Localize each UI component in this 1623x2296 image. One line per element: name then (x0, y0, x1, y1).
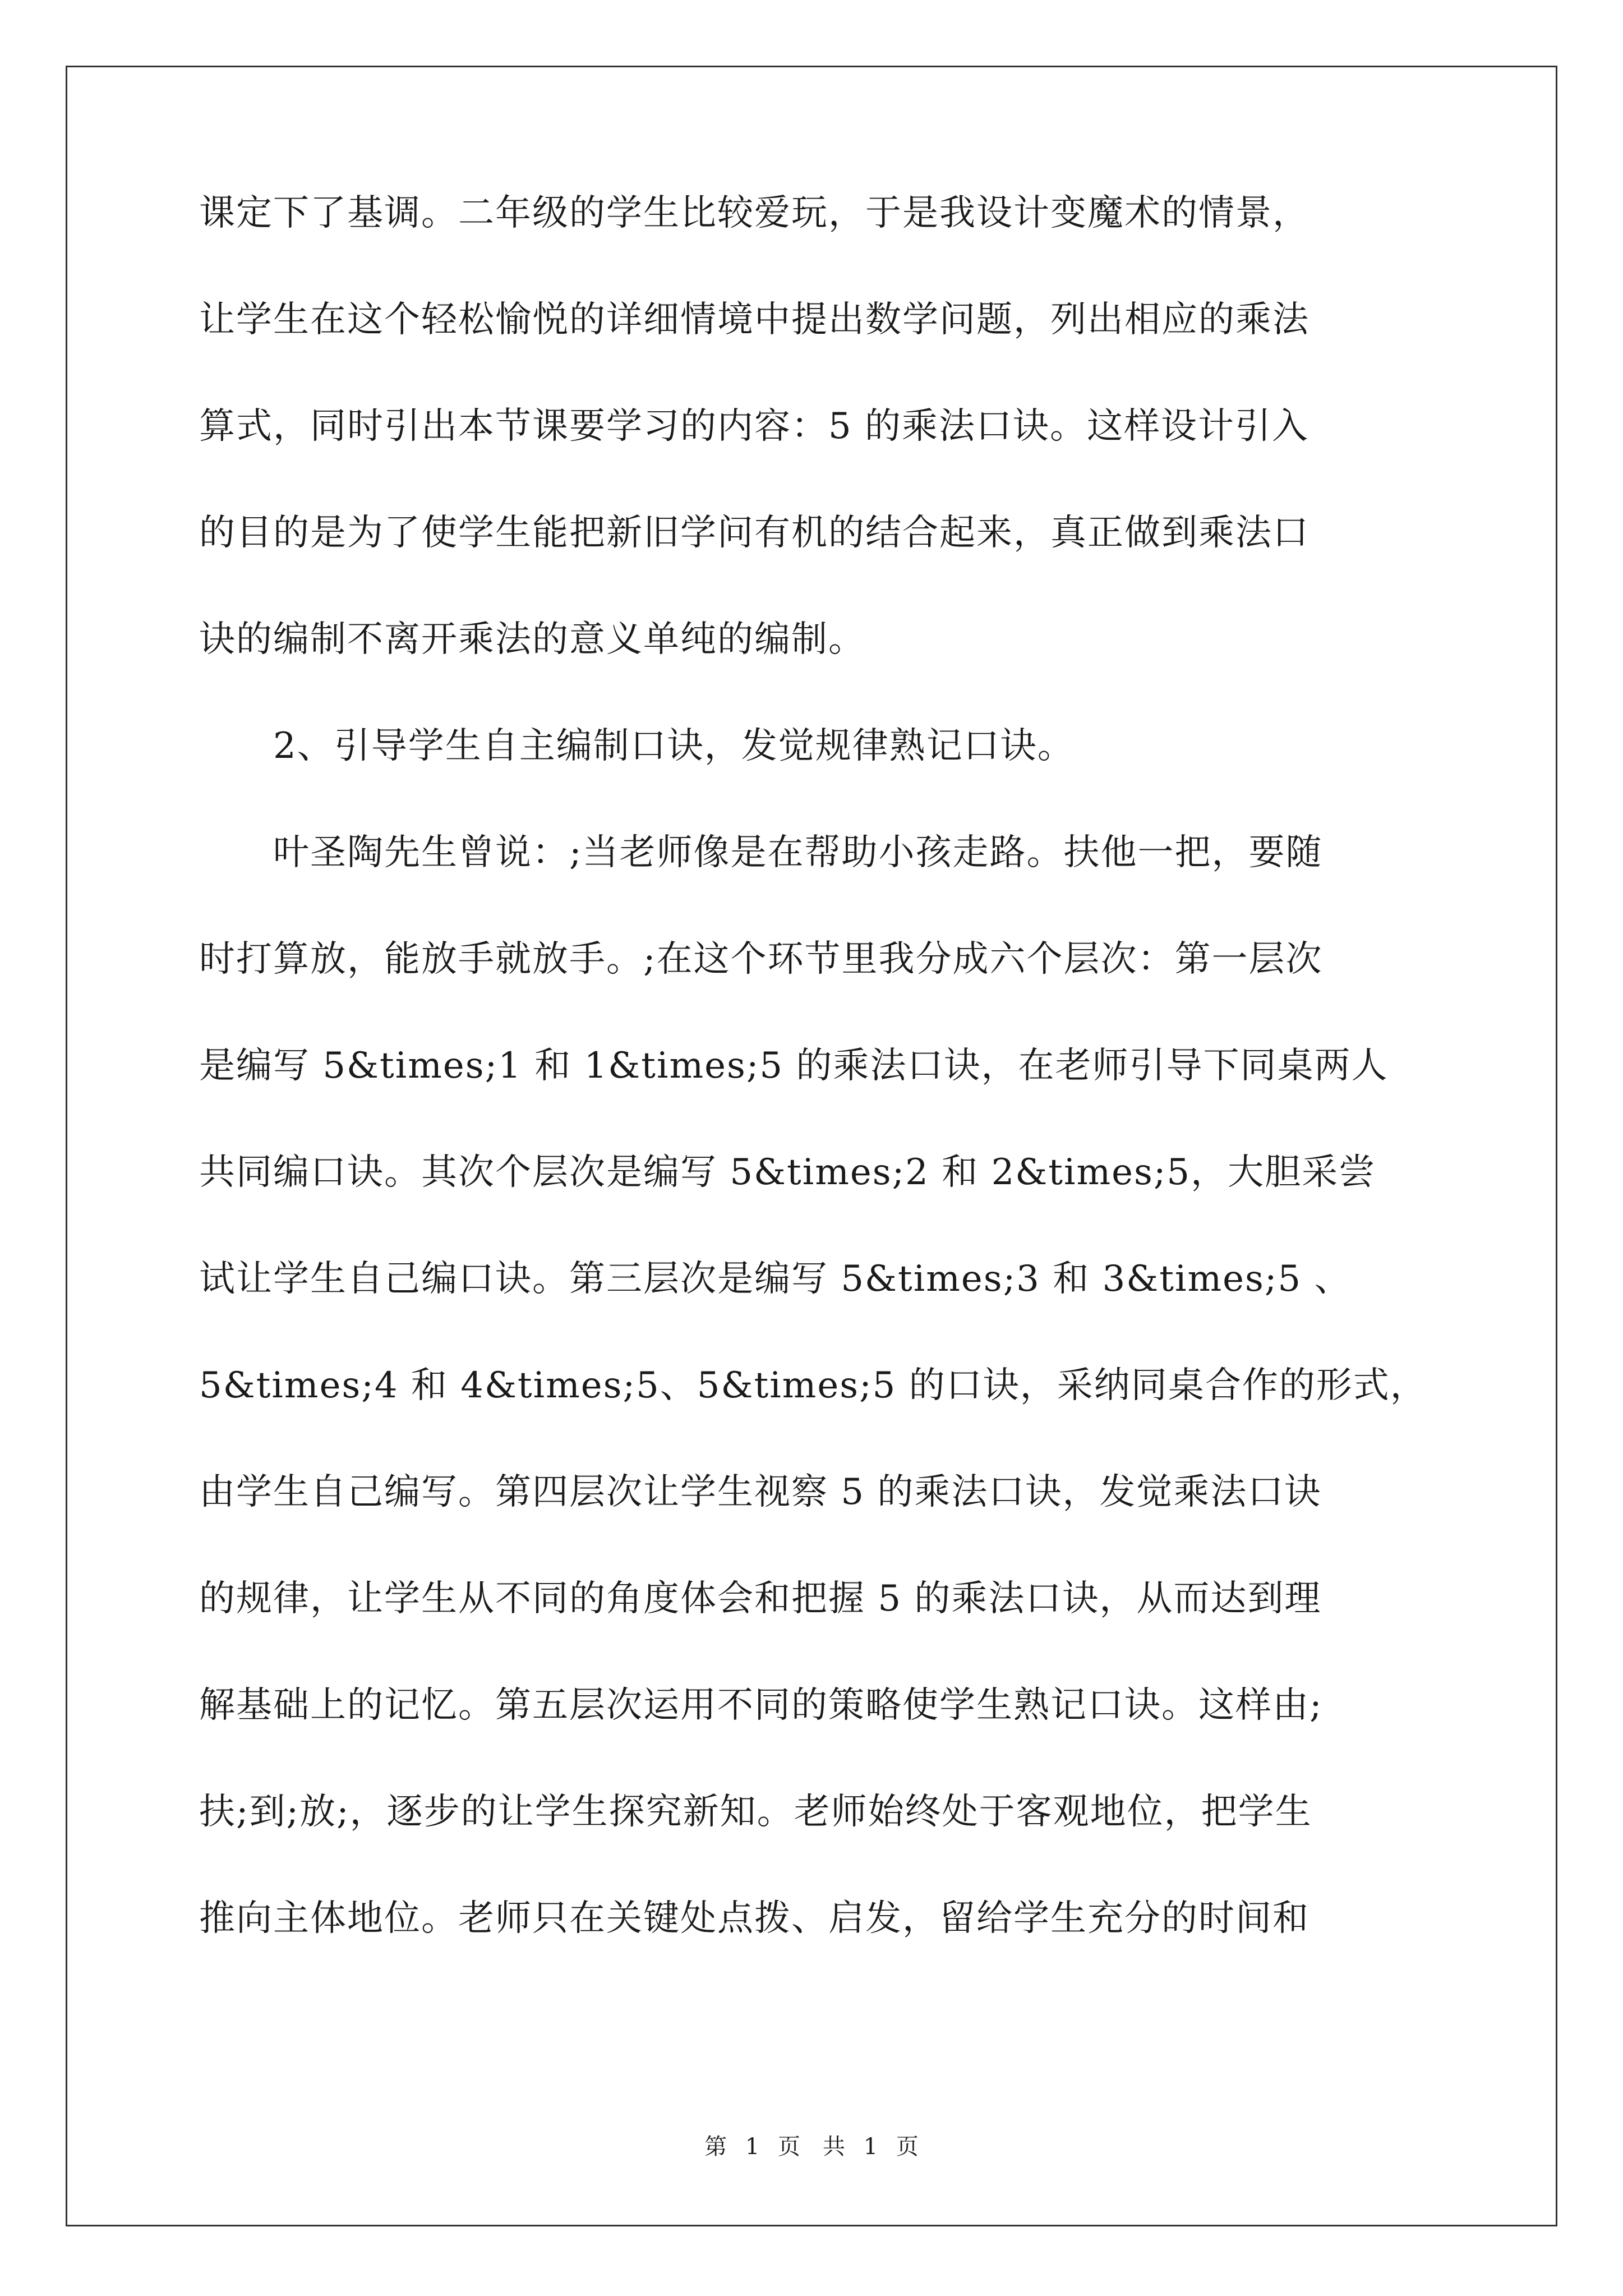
text-line: 时打算放，能放手就放手。;在这个环节里我分成六个层次：第一层次 (199, 938, 1323, 980)
text-line: 扶;到;放;，逐步的让学生探究新知。老师始终处于客观地位，把学生 (199, 1791, 1312, 1833)
text-line: 是编写 5&times;1 和 1&times;5 的乘法口诀，在老师引导下同桌两人 (199, 1045, 1389, 1087)
text-line: 5&times;4 和 4&times;5、5&times;5 的口诀，采纳同桌合作的形式， (199, 1365, 1427, 1406)
text-line: 试让学生自己编口诀。第三层次是编写 5&times;3 和 3&times;5 、 (199, 1258, 1352, 1300)
text-line: 算式，同时引出本节课要学习的内容：5 的乘法口诀。这样设计引入 (199, 406, 1310, 447)
text-line: 课定下了基调。二年级的学生比较爱玩，于是我设计变魔术的情景， (199, 192, 1310, 234)
page-number-footer: 第 1 页 共 1 页 (704, 2134, 919, 2160)
text-line: 推向主体地位。老师只在关键处点拨、启发，留给学生充分的时间和 (199, 1898, 1310, 1939)
text-line: 的规律，让学生从不同的角度体会和把握 5 的乘法口诀，从而达到理 (199, 1578, 1322, 1619)
text-line: 2、引导学生自主编制口诀，发觉规律熟记口诀。 (199, 725, 1075, 767)
text-line: 诀的编制不离开乘法的意义单纯的编制。 (199, 619, 865, 660)
text-line: 解基础上的记忆。第五层次运用不同的策略使学生熟记口诀。这样由; (199, 1685, 1323, 1726)
text-line: 让学生在这个轻松愉悦的详细情境中提出数学问题，列出相应的乘法 (199, 299, 1310, 341)
text-line: 共同编口诀。其次个层次是编写 5&times;2 和 2&times;5，大胆采尝 (199, 1152, 1376, 1193)
text-line: 由学生自己编写。第四层次让学生视察 5 的乘法口诀，发觉乘法口诀 (199, 1471, 1322, 1513)
text-line: 叶圣陶先生曾说：;当老师像是在帮助小孩走路。扶他一把，要随 (199, 832, 1323, 873)
text-line: 的目的是为了使学生能把新旧学问有机的结合起来，真正做到乘法口 (199, 512, 1310, 554)
